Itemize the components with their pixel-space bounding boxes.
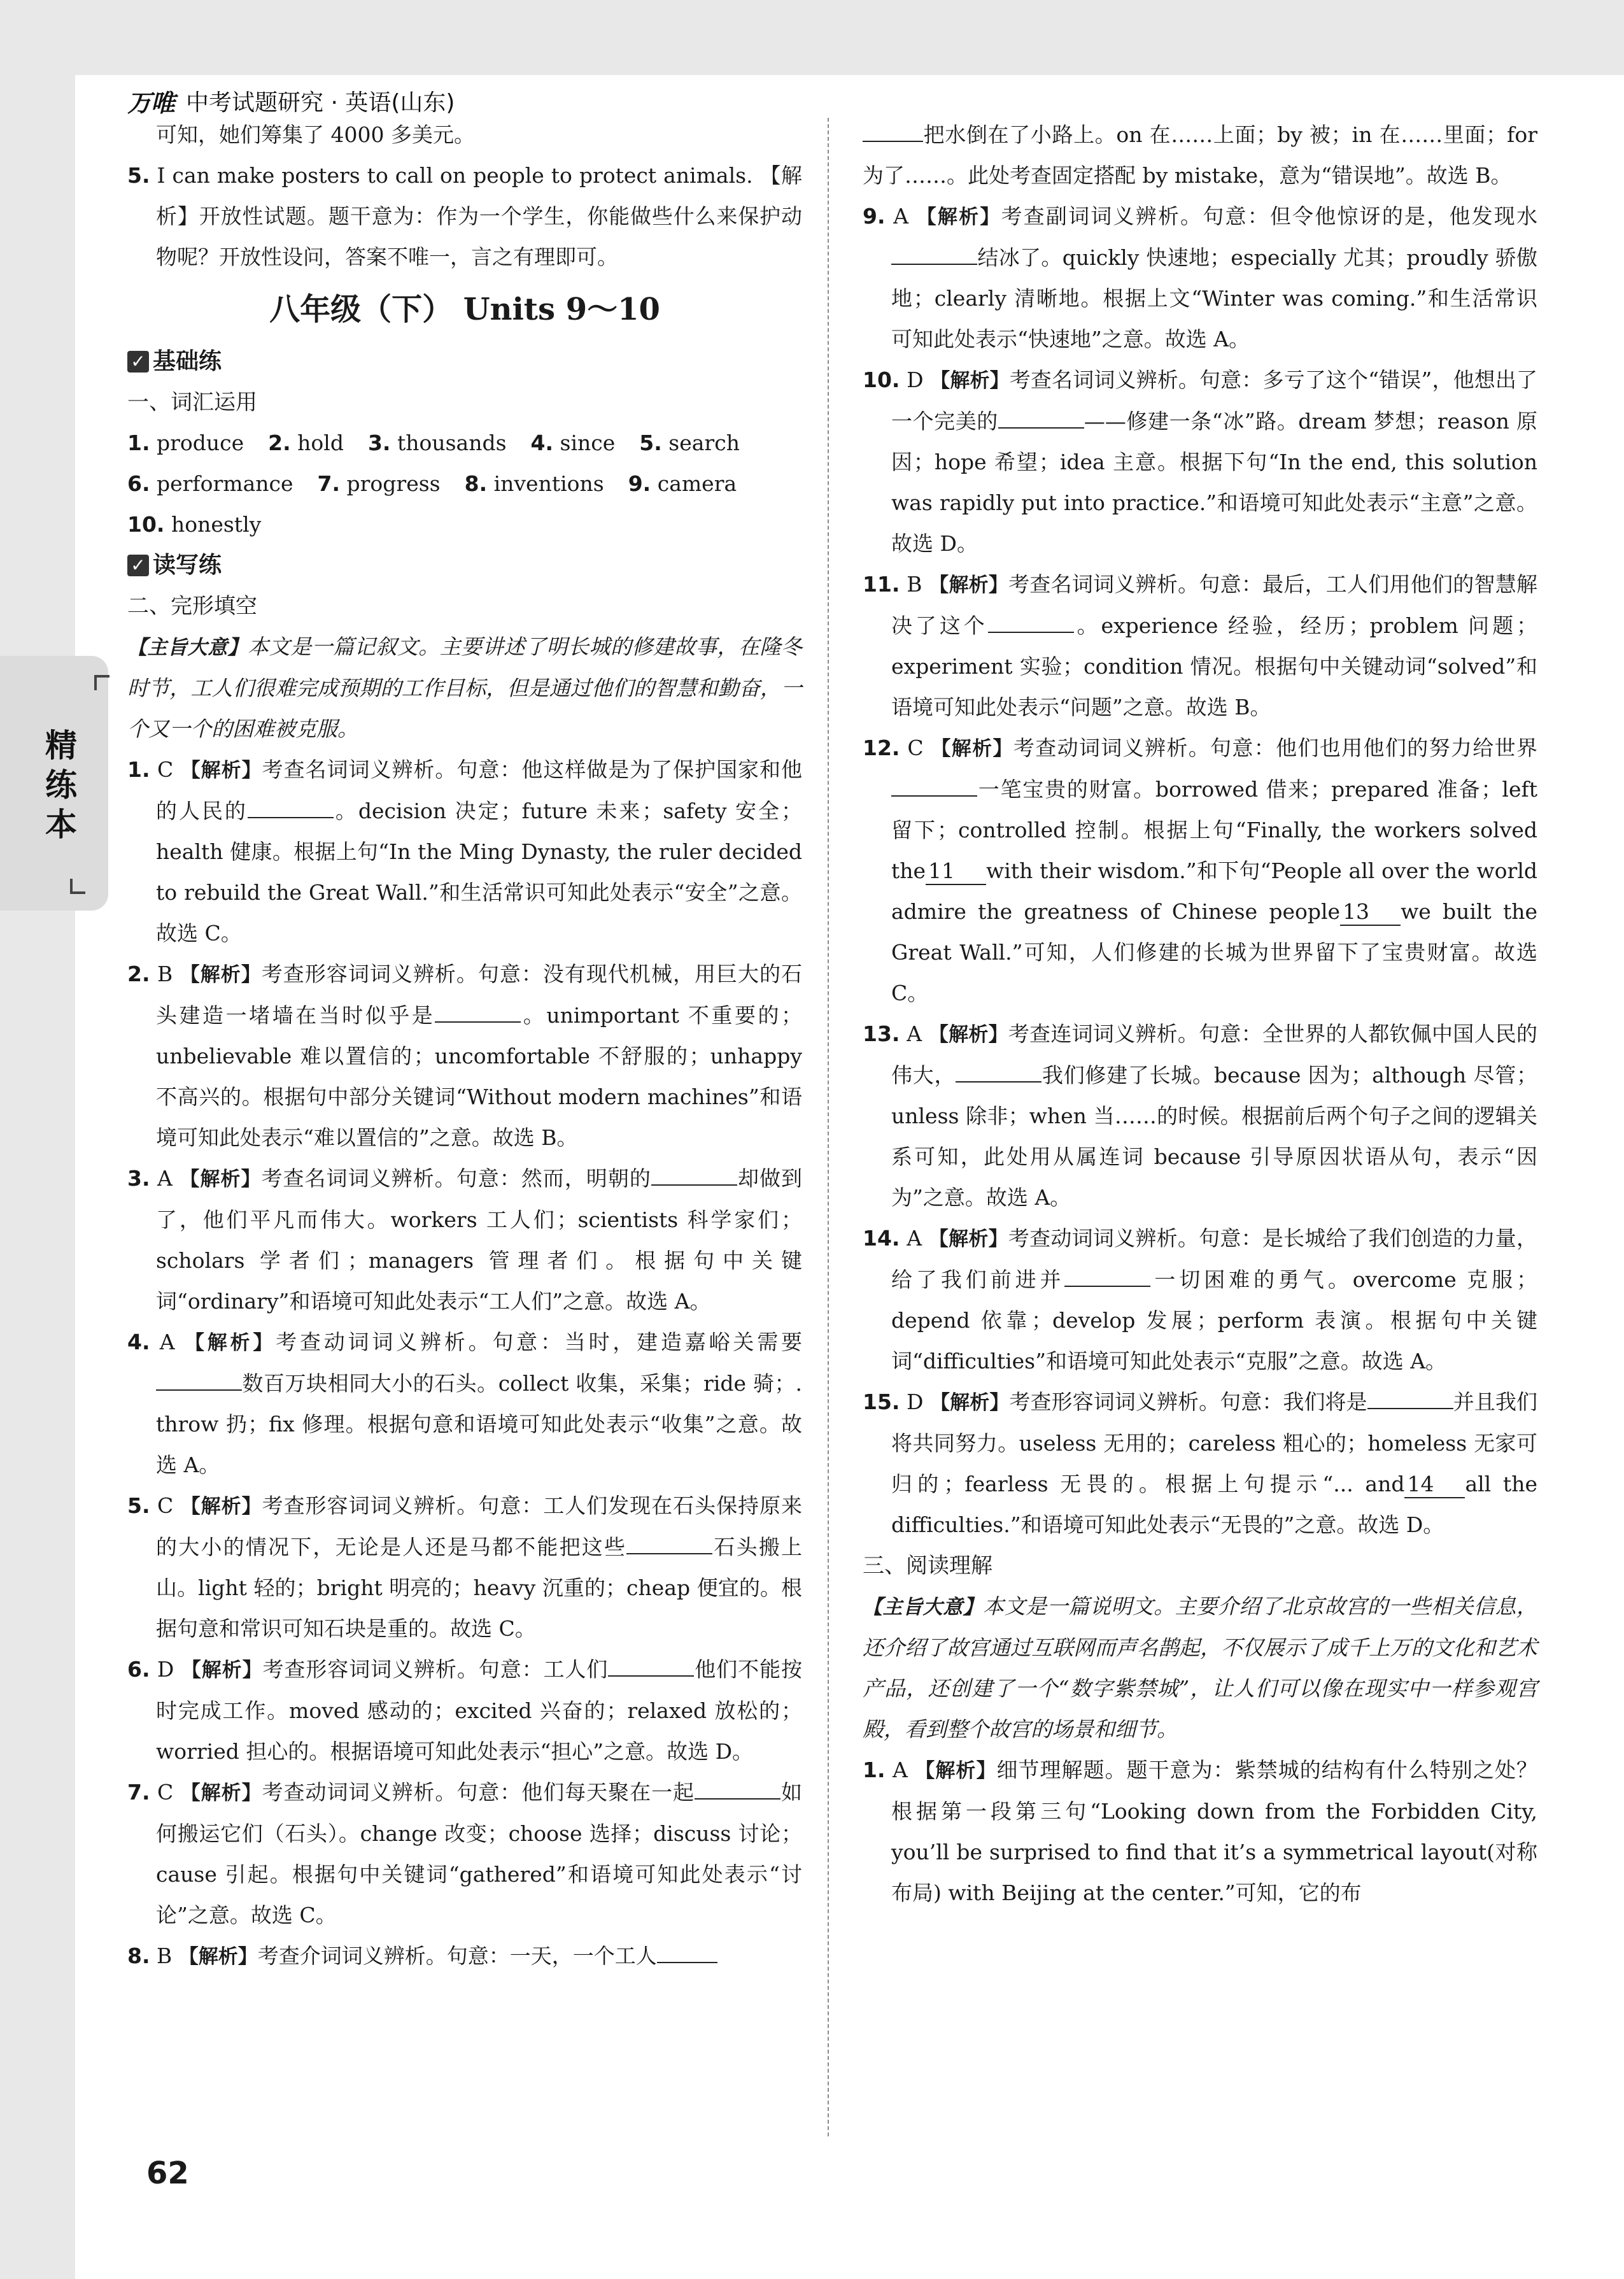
vocab-heading: 一、词汇运用 <box>127 390 257 415</box>
bracket-top-decor <box>94 675 109 690</box>
cloze-heading: 二、完形填空 <box>127 593 257 619</box>
side-tab-label: 精练本 <box>45 727 77 843</box>
page-header <box>127 83 455 118</box>
answer-blank <box>156 1370 242 1391</box>
ref-blank: 13 <box>1340 899 1401 926</box>
reading-heading: 三、阅读理解 <box>863 1553 992 1579</box>
bracket-bottom-decor <box>70 879 85 894</box>
cloze-summary: 【主旨大意】本文是一篇记叙文。主要讲述了明长城的修建故事，在隆冬时节，工人们很难完成预期的工作目标，但是通过他们的智慧和勤奋，一个又一个的困难被克服。 <box>127 634 803 741</box>
book-title: 中考试题研究 · 英语(山东) <box>186 89 455 116</box>
answer-blank <box>608 1656 694 1677</box>
ref-blank: 14 <box>1404 1472 1465 1498</box>
answer-item: 3. A 【解析】考查名词词义辨析。句意：然而，明朝的 却做到了，他们平凡而伟大。workers 工人们；scientists 科学家们；scholars 学者们；managers 管理者们。根据句中关键词“ordinary”和语境可知此处表示“工人们”之意。故选 A。 <box>127 1166 802 1314</box>
carry-over-line: 可知，她们筹集了 4000 多美元。 <box>156 122 475 147</box>
answer-blank <box>891 776 977 797</box>
side-tab <box>0 656 108 911</box>
answer-item: 10. D 【解析】考查名词词义辨析。句意：多亏了这个“错误”，他想出了一个完美的 ——修建一条“冰”路。dream 梦想；reason 原因；hope 希望；idea 主意。根据下句“In the end, this solution was rapidly put into practice.”和语境可知此处表示“主意”之意。故选 D。 <box>863 367 1538 556</box>
answer-item: 5. C 【解析】考查形容词词义辨析。句意：工人们发现在石头保持原来的大小的情况下，无论是人还是马都不能把这些 石头搬上山。light 轻的；bright 明亮的；heavy 沉重的；cheap 便宜的。根据句意和常识可知石块是重的。故选 C。 <box>127 1493 803 1641</box>
answer-item: 12. C 【解析】考查动词词义辨析。句意：他们也用他们的努力给世界一笔宝贵的财富。borrowed 借来；prepared 准备；left 留下；controlled 控制。根据上句“Finally, the workers solved the 11 with their wisdom.”和下句“People all over the world admire the greatness of Chinese people 13 we built the Great Wall.”可知，人们修建的长城为世界留下了宝贵财富。故选 C。 <box>863 735 1538 1005</box>
answer-item: 6. D 【解析】考查形容词词义辨析。句意：工人们 他们不能按时完成工作。moved 感动的；excited 兴奋的；relaxed 放松的；worried 担心的。根据语境可知此处表示“担心”之意。故选 D。 <box>127 1657 803 1764</box>
grade-title: 八年级（下） Units 9～10 <box>269 292 660 327</box>
answer-blank <box>863 122 923 142</box>
check-icon: ✓ <box>127 351 149 373</box>
answer-item: 4. A 【解析】考查动词词义辨析。句意：当时，建造嘉峪关需要数百万块相同大小的石头。collect 收集，采集；ride 骑；. throw 扔；fix 修理。根据句意和语境可知此处表示“收集”之意。故选 A。 <box>127 1330 802 1477</box>
column-divider <box>828 118 829 2136</box>
vocab-row: 10. honestly <box>127 512 262 537</box>
left-column <box>127 115 802 1977</box>
vocab-row: 1. produce 2. hold 3. thousands 4. since 5. search <box>127 430 740 455</box>
answer-blank <box>695 1779 780 1800</box>
answer-blank <box>998 408 1084 429</box>
answer-item: 9. A 【解析】考查副词词义辨析。句意：但令他惊讶的是，他发现水结冰了。quickly 快速地；especially 尤其；proudly 骄傲地；clearly 清晰地。根据上文“Winter was coming.”和生活常识可知此处表示“快速地”之意。故选 A。 <box>863 204 1537 351</box>
answer-item: 1. A 【解析】细节理解题。题干意为：紫禁城的结构有什么特别之处？根据第一段第三句“Looking down from the Forbidden City, you’ll be surprised to find that it’s a symmetrical layout(对称布局) with Beijing at the center.”可知，它的布 <box>863 1757 1537 1905</box>
reading-summary: 【主旨大意】本文是一篇说明文。主要介绍了北京故宫的一些相关信息，还介绍了故宫通过互联网而声名鹊起，不仅展示了成千上万的文化和艺术产品，还创建了一个“数字紫禁城”，让人们可以像在现实中一样参观宫殿，看到整个故宫的场景和细节。 <box>863 1594 1538 1742</box>
section-basic: ✓ 基础练 <box>127 341 802 382</box>
answer-blank <box>1064 1267 1150 1287</box>
answer-blank <box>626 1534 712 1554</box>
answer-blank <box>248 798 334 818</box>
answer-item: 7. C 【解析】考查动词词义辨析。句意：他们每天聚在一起 如何搬运它们（石头）。change 改变；choose 选择；discuss 讨论；cause 引起。根据句中关键词“gathered”和语境可知此处表示“讨论”之意。故选 C。 <box>127 1780 803 1928</box>
ref-blank: 11 <box>926 858 986 885</box>
answer-blank <box>1367 1389 1453 1409</box>
answer-item: 5. I can make posters to call on people to protect animals. 【解析】开放性试题。题干意为：作为一个学生，你能做些什么来保护动物呢？开放性设问，答案不唯一，言之有理即可。 <box>127 163 802 269</box>
answer-blank <box>651 1165 737 1186</box>
vocab-row: 6. performance 7. progress 8. inventions 9. camera <box>127 471 737 496</box>
check-icon: ✓ <box>127 555 149 576</box>
item-8-continued: 把水倒在了小路上。on 在……上面；by 被；in 在……里面；for 为了……。此处考查固定搭配 by mistake，意为“错误地”。故选 B。 <box>863 122 1537 188</box>
answer-item: 1. C 【解析】考查名词词义辨析。句意：他这样做是为了保护国家和他的人民的 。decision 决定；future 未来；safety 安全；health 健康。根据上句“In the Ming Dynasty, the ruler decided to rebuild the Great Wall.”和生活常识可知此处表示“安全”之意。故选 C。 <box>127 757 803 946</box>
answer-blank <box>657 1943 717 1963</box>
brand-logo: 万唯 <box>127 89 175 117</box>
answer-item: 14. A 【解析】考查动词词义辨析。句意：是长城给了我们创造的力量，给了我们前进并 一切困难的勇气。overcome 克服；depend 依靠；develop 发展；perform 表演。根据句中关键词“difficulties”和语境可知此处表示“克服”之意。故选 A。 <box>863 1226 1537 1374</box>
answer-item: 11. B 【解析】考查名词词义辨析。句意：最后，工人们用他们的智慧解决了这个 。experience 经验，经历；problem 问题；experiment 实验；condition 情况。根据句中关键动词“solved”和语境可知此处表示“问题”之意。故选 B。 <box>863 572 1537 720</box>
answer-item: 13. A 【解析】考查连词词义辨析。句意：全世界的人都钦佩中国人民的伟大， 我们修建了长城。because 因为；although 尽管；unless 除非；when 当……的时候。根据前后两个句子之间的逻辑关系可知，此处用从属连词 because 引导原因状语从句，表示“因为”之意。故选 A。 <box>863 1021 1538 1210</box>
answer-blank <box>956 1062 1041 1083</box>
page-number: 62 <box>146 2155 189 2191</box>
section-read-write: ✓ 读写练 <box>127 545 802 586</box>
answer-blank <box>988 613 1074 633</box>
right-column <box>863 115 1537 1913</box>
answer-blank <box>435 1002 521 1023</box>
answer-item: 8. B 【解析】考查介词词义辨析。句意：一天，一个工人 <box>127 1936 802 1977</box>
answer-item: 2. B 【解析】考查形容词词义辨析。句意：没有现代机械，用巨大的石头建造一堵墙在当时似乎是 。unimportant 不重要的；unbelievable 难以置信的；uncomfortable 不舒服的；unhappy 不高兴的。根据句中部分关键词“Without modern machines”和语境可知此处表示“难以置信的”之意。故选 B。 <box>127 962 803 1150</box>
answer-item: 15. D 【解析】考查形容词词义辨析。句意：我们将是 并且我们将共同努力。useless 无用的；careless 粗心的；homeless 无家可归的；fearless 无畏的。根据上句提示“... and 14 all the difficulties.”和语境可知此处表示“无畏的”之意。故选 D。 <box>863 1389 1538 1537</box>
answer-blank <box>891 245 977 265</box>
